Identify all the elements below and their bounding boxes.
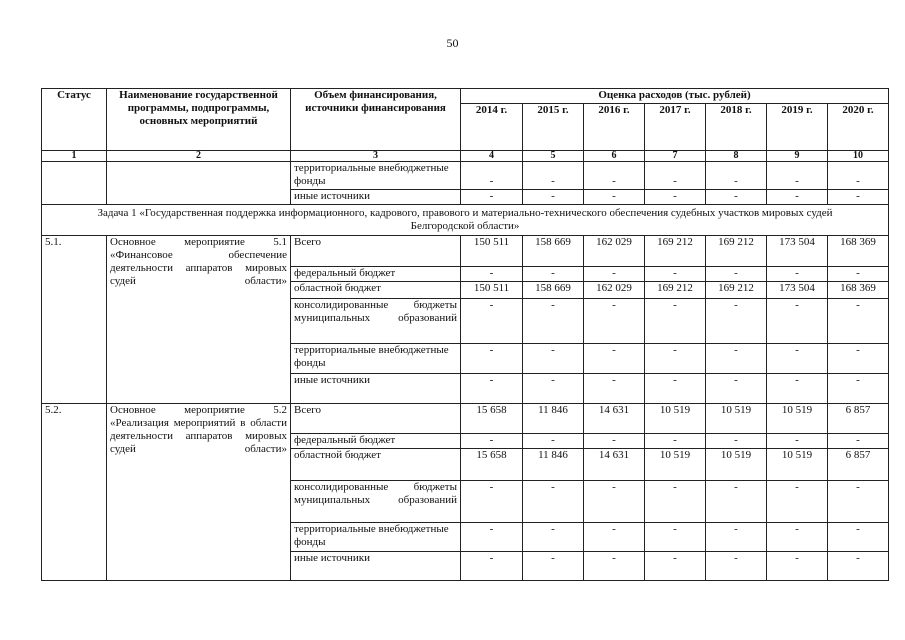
value-cell: -	[767, 552, 828, 581]
column-number-row	[42, 151, 889, 162]
status-cell	[42, 161, 107, 204]
value-cell: 168 369	[828, 281, 889, 298]
value-cell: -	[828, 552, 889, 581]
value-cell: -	[645, 374, 706, 403]
value-cell: -	[523, 434, 584, 449]
value-cell: -	[828, 434, 889, 449]
value-cell: -	[461, 552, 523, 581]
value-cell: -	[461, 374, 523, 403]
expenditure-table	[41, 88, 889, 581]
column-number: 5	[523, 151, 584, 162]
value-cell: 14 631	[584, 403, 645, 434]
value-cell: 11 846	[523, 403, 584, 434]
value-cell: 169 212	[706, 236, 767, 267]
value-cell: -	[706, 374, 767, 403]
name-cell	[107, 161, 291, 204]
value-cell: 173 504	[767, 236, 828, 267]
value-cell: -	[523, 298, 584, 343]
header-year: 2016 г.	[584, 103, 645, 150]
value-cell: -	[767, 266, 828, 281]
value-cell: 169 212	[645, 281, 706, 298]
value-cell: -	[523, 161, 584, 189]
column-number: 3	[291, 151, 461, 162]
value-cell: -	[523, 343, 584, 374]
value-cell: -	[645, 190, 706, 205]
header-year: 2020 г.	[828, 103, 889, 150]
value-cell: -	[828, 522, 889, 551]
source-cell: областной бюджет	[291, 449, 461, 481]
value-cell: -	[706, 161, 767, 189]
value-cell: -	[767, 343, 828, 374]
value-cell: 150 511	[461, 236, 523, 267]
value-cell: -	[645, 552, 706, 581]
status-cell: 5.2.	[42, 403, 107, 580]
value-cell: -	[767, 161, 828, 189]
value-cell: 10 519	[767, 449, 828, 481]
value-cell: -	[706, 266, 767, 281]
source-cell: иные источники	[291, 374, 461, 403]
column-number: 9	[767, 151, 828, 162]
value-cell: -	[767, 190, 828, 205]
value-cell: -	[645, 298, 706, 343]
column-number: 1	[42, 151, 107, 162]
value-cell: 168 369	[828, 236, 889, 267]
value-cell: -	[461, 266, 523, 281]
value-cell: 10 519	[645, 403, 706, 434]
value-cell: -	[767, 434, 828, 449]
header-status: Статус	[42, 89, 107, 151]
value-cell: -	[645, 343, 706, 374]
header-name: Наименование государственной программы, подпрограммы, основных мероприятий	[107, 89, 291, 151]
value-cell: -	[461, 522, 523, 551]
value-cell: 10 519	[645, 449, 706, 481]
column-number: 7	[645, 151, 706, 162]
value-cell: -	[828, 480, 889, 522]
value-cell: -	[523, 552, 584, 581]
value-cell: -	[767, 374, 828, 403]
header-year: 2014 г.	[461, 103, 523, 150]
value-cell: -	[706, 343, 767, 374]
value-cell: -	[523, 266, 584, 281]
value-cell: -	[461, 298, 523, 343]
value-cell: -	[461, 161, 523, 189]
task-row	[42, 204, 889, 236]
value-cell: -	[523, 190, 584, 205]
value-cell: -	[828, 298, 889, 343]
value-cell: 15 658	[461, 403, 523, 434]
source-cell: консолидированные бюджеты муниципальных образований	[291, 298, 461, 343]
source-cell: территориальные внебюджетные фонды	[291, 161, 461, 189]
source-cell: Всего	[291, 236, 461, 267]
header-year: 2019 г.	[767, 103, 828, 150]
value-cell: 10 519	[706, 403, 767, 434]
task-title: Задача 1 «Государственная поддержка информационного, кадрового, правового и материально-технического обеспечения судебных участков мировых судей Белгородской области»	[42, 204, 889, 236]
header-estimate: Оценка расходов (тыс. рублей)	[461, 89, 889, 104]
page-number: 50	[446, 36, 459, 50]
source-cell: консолидированные бюджеты муниципальных образований	[291, 480, 461, 522]
measure-name: Основное мероприятие 5.2 «Реализация мероприятий в области деятельности аппаратов мировых судей области»	[107, 403, 291, 580]
value-cell: -	[584, 434, 645, 449]
value-cell: 162 029	[584, 236, 645, 267]
column-number: 8	[706, 151, 767, 162]
value-cell: -	[645, 434, 706, 449]
source-cell: областной бюджет	[291, 281, 461, 298]
header-year: 2017 г.	[645, 103, 706, 150]
value-cell: 158 669	[523, 281, 584, 298]
source-cell: территориальные внебюджетные фонды	[291, 522, 461, 551]
value-cell: -	[706, 480, 767, 522]
source-cell: иные источники	[291, 552, 461, 581]
value-cell: -	[706, 522, 767, 551]
value-cell: 150 511	[461, 281, 523, 298]
measure-row	[42, 236, 889, 267]
value-cell: 10 519	[706, 449, 767, 481]
source-cell: Всего	[291, 403, 461, 434]
value-cell: 173 504	[767, 281, 828, 298]
value-cell: 6 857	[828, 449, 889, 481]
column-number: 2	[107, 151, 291, 162]
source-cell: территориальные внебюджетные фонды	[291, 343, 461, 374]
measure-row	[42, 403, 889, 434]
value-cell: -	[584, 266, 645, 281]
column-number: 4	[461, 151, 523, 162]
value-cell: -	[767, 480, 828, 522]
value-cell: -	[645, 522, 706, 551]
header-volume: Объем финансирования, источники финансирования	[291, 89, 461, 151]
value-cell: -	[584, 522, 645, 551]
value-cell: -	[706, 552, 767, 581]
header-year: 2018 г.	[706, 103, 767, 150]
column-number: 6	[584, 151, 645, 162]
value-cell: -	[584, 298, 645, 343]
value-cell: -	[584, 374, 645, 403]
value-cell: -	[645, 266, 706, 281]
value-cell: -	[461, 480, 523, 522]
value-cell: -	[523, 522, 584, 551]
value-cell: -	[461, 343, 523, 374]
status-cell: 5.1.	[42, 236, 107, 403]
value-cell: -	[645, 480, 706, 522]
value-cell: -	[706, 190, 767, 205]
column-number: 10	[828, 151, 889, 162]
source-cell: иные источники	[291, 190, 461, 205]
measure-name: Основное мероприятие 5.1 «Финансовое обеспечение деятельности аппаратов мировых судей области»	[107, 236, 291, 403]
value-cell: -	[828, 266, 889, 281]
value-cell: 162 029	[584, 281, 645, 298]
value-cell: -	[706, 434, 767, 449]
value-cell: -	[461, 434, 523, 449]
value-cell: 14 631	[584, 449, 645, 481]
value-cell: -	[767, 298, 828, 343]
header-year: 2015 г.	[523, 103, 584, 150]
header-row	[42, 89, 889, 104]
value-cell: 10 519	[767, 403, 828, 434]
value-cell: -	[828, 161, 889, 189]
value-cell: -	[584, 480, 645, 522]
value-cell: -	[523, 480, 584, 522]
value-cell: -	[584, 190, 645, 205]
value-cell: -	[828, 190, 889, 205]
value-cell: -	[828, 343, 889, 374]
value-cell: -	[706, 298, 767, 343]
value-cell: 15 658	[461, 449, 523, 481]
value-cell: -	[645, 161, 706, 189]
value-cell: -	[828, 374, 889, 403]
value-cell: 169 212	[706, 281, 767, 298]
source-cell: федеральный бюджет	[291, 266, 461, 281]
value-cell: -	[523, 374, 584, 403]
value-cell: -	[584, 552, 645, 581]
value-cell: 11 846	[523, 449, 584, 481]
value-cell: -	[767, 522, 828, 551]
value-cell: -	[584, 343, 645, 374]
value-cell: -	[461, 190, 523, 205]
value-cell: -	[584, 161, 645, 189]
source-cell: федеральный бюджет	[291, 434, 461, 449]
value-cell: 6 857	[828, 403, 889, 434]
carryover-row	[42, 161, 889, 189]
value-cell: 169 212	[645, 236, 706, 267]
value-cell: 158 669	[523, 236, 584, 267]
